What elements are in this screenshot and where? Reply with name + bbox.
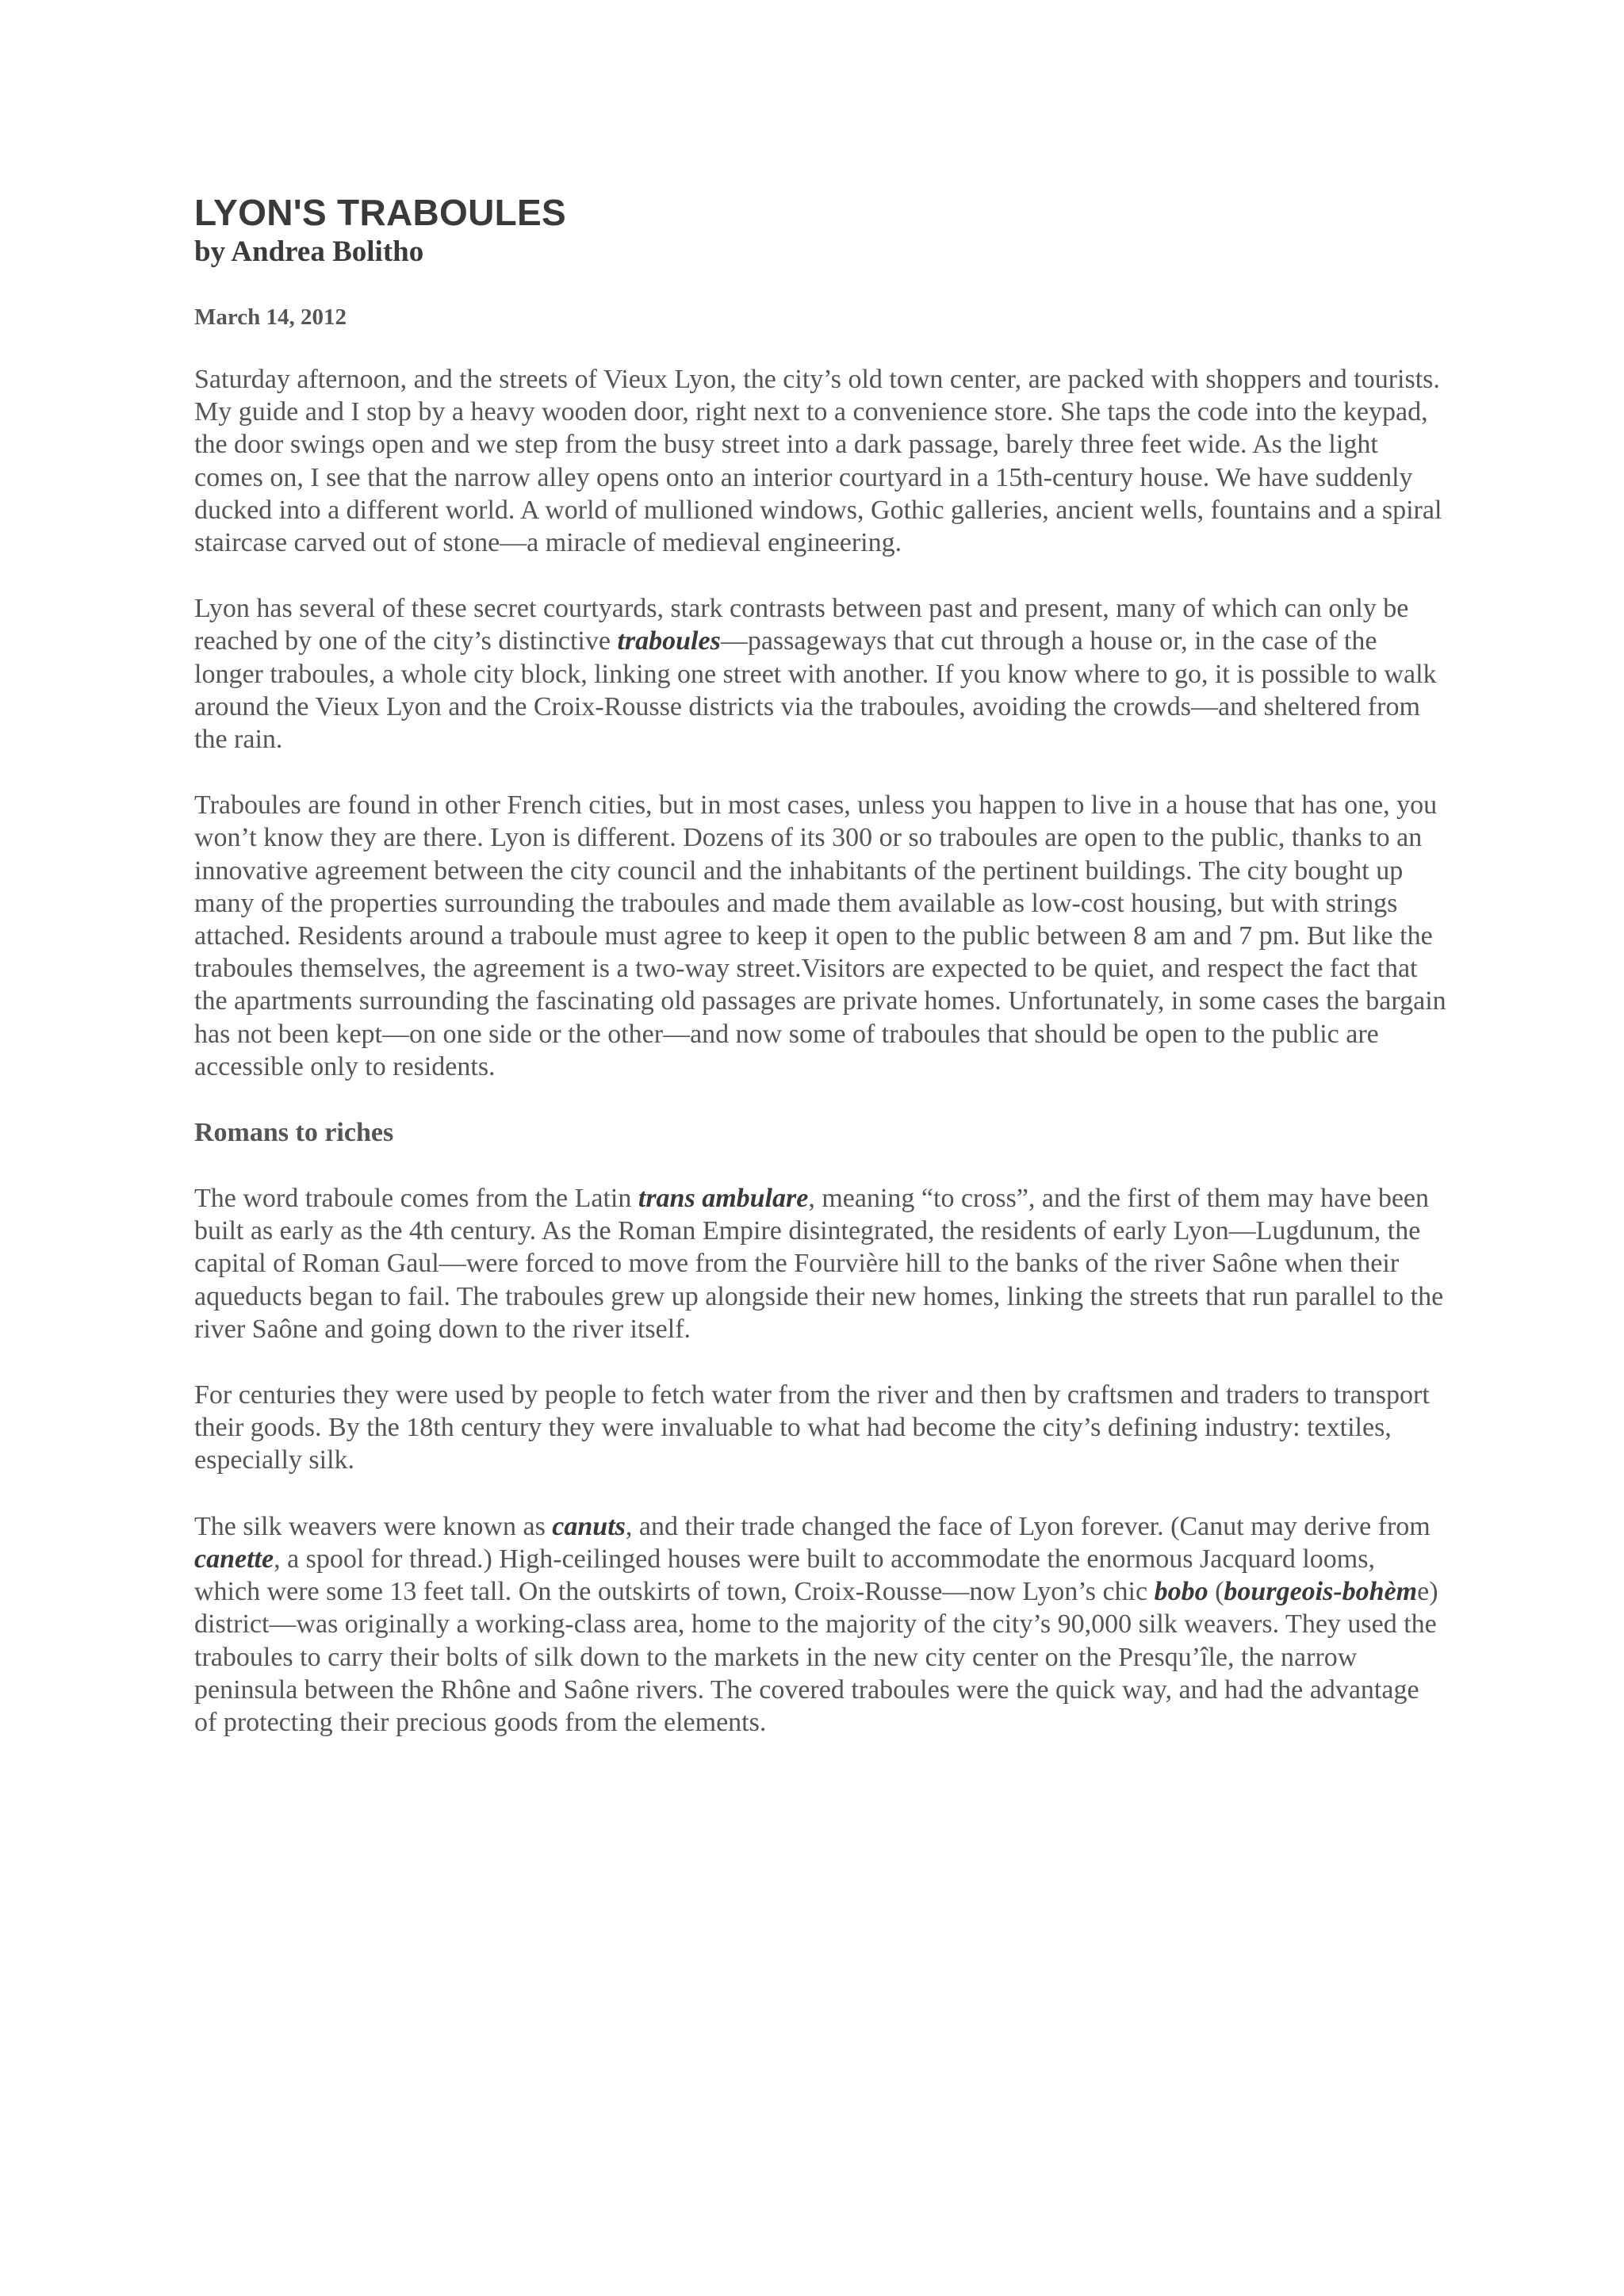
article-title: LYON'S TRABOULES bbox=[194, 192, 566, 233]
paragraph-silk-weavers bbox=[194, 1510, 1447, 1739]
paragraph-intro: Saturday afternoon, and the streets of Vieux Lyon, the city’s old town center, are packed with shoppers and tourists. My guide and I stop by a heavy wooden door, right next to a convenience store. She taps the code into the keypad, the door swings open and we step from the busy street into a dark passage, barely three feet wide. As the light comes on, I see that the narrow alley opens onto an interior courtyard in a 15th-century house. We have suddenly ducked into a different world. A world of mullioned windows, Gothic galleries, ancient wells, fountains and a spiral staircase carved out of stone—a miracle of medieval engineering. bbox=[194, 365, 1442, 558]
text-run: —passageways that cut through a house or, in the case of the longer traboules, a whole city block, linking one street with another. If you know where to go, it is possible to walk around the Vieux Lyon and the Croix-Rousse districts via the traboules, avoiding the crowds—and sheltered from the rain. bbox=[194, 626, 1437, 755]
emphasis-canette: canette bbox=[194, 1544, 274, 1574]
text-run: The word traboule comes from the Latin bbox=[194, 1184, 638, 1214]
text-run: e) district—was originally a working-class area, home to the majority of the city’s 90,000 silk weavers. They used the traboules to carry their bolts of silk down to the markets in the new city center on the Presqu’île, the narrow peninsula between the Rhône and Saône rivers. The covered traboules were the quick way, and had the advantage of protecting their precious goods from the elements. bbox=[194, 1577, 1438, 1737]
text-run: The silk weavers were known as bbox=[194, 1511, 553, 1541]
article-byline: by Andrea Bolitho bbox=[194, 235, 424, 268]
emphasis-bourgeois-boheme: bourgeois-bohèm bbox=[1224, 1577, 1418, 1607]
text-run: , a spool for thread.) High-ceilinged houses were built to accommodate the enormous Jacquard looms, which were some 13 feet tall. On the outskirts of town, Croix-Rousse—now Lyon’s chic bbox=[194, 1544, 1375, 1607]
text-run: , and their trade changed the face of Lyon forever. (Canut may derive from bbox=[625, 1511, 1431, 1541]
paragraph-secret-courtyards bbox=[194, 592, 1447, 756]
emphasis-traboules: traboules bbox=[617, 626, 721, 656]
paragraph-history: For centuries they were used by people to fetch water from the river and then by craftsmen and traders to transport their goods. By the 18th century they were invaluable to what had become the city’s defining industry: textiles, especially silk. bbox=[194, 1380, 1430, 1475]
article bbox=[194, 190, 1447, 1739]
paragraph-etymology bbox=[194, 1182, 1447, 1345]
text-run: Lyon has several of these secret courtyards, stark contrasts between past and present, many of which can only be reached by one of the city’s distinctive bbox=[194, 594, 1409, 656]
emphasis-bobo: bobo bbox=[1154, 1577, 1208, 1607]
emphasis-trans-ambulare: trans ambulare bbox=[638, 1184, 809, 1214]
paragraph-public-access: Traboules are found in other French cities, but in most cases, unless you happen to live in a house that has one, you won’t know they are there. Lyon is different. Dozens of its 300 or so traboules are open to the public, thanks to an innovative agreement between the city council and the inhabitants of the pertinent buildings. The city bought up many of the properties surrounding the traboules and made them available as low-cost housing, but with strings attached. Residents around a traboule must agree to keep it open to the public between 8 am and 7 pm. But like the traboules themselves, the agreement is a two-way street.Visitors are expected to be quiet, and respect the fact that the apartments surrounding the fascinating old passages are private homes. Unfortunately, in some cases the bargain has not been kept—on one side or the other—and now some of traboules that should be open to the public are accessible only to residents. bbox=[194, 790, 1446, 1081]
emphasis-canuts: canuts bbox=[552, 1511, 626, 1541]
text-run: , meaning “to cross”, and the first of them may have been built as early as the 4th century. As the Roman Empire disintegrated, the residents of early Lyon—Lugdunum, the capital of Roman Gaul—were forced to move from the Fourvière hill to the banks of the river Saône when their aqueducts began to fail. The traboules grew up alongside their new homes, linking the streets that run parallel to the river Saône and going down to the river itself. bbox=[194, 1184, 1444, 1344]
section-heading: Romans to riches bbox=[194, 1118, 394, 1148]
article-date: March 14, 2012 bbox=[194, 304, 347, 330]
text-run: ( bbox=[1208, 1577, 1224, 1607]
